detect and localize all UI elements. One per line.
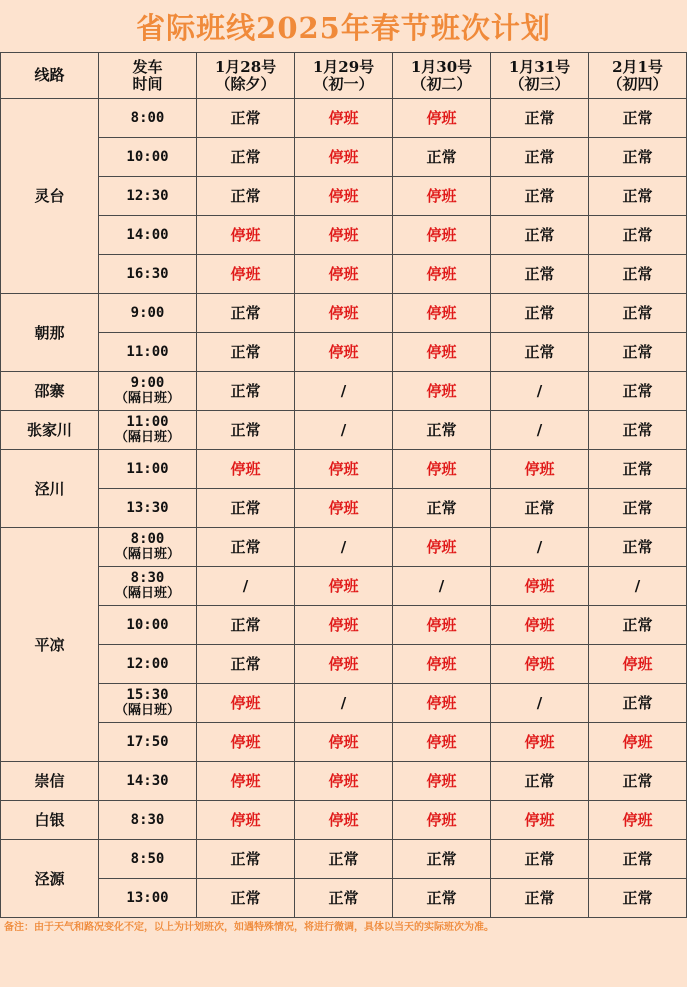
status-cell: 正常 bbox=[197, 333, 295, 372]
status-cell: / bbox=[393, 567, 491, 606]
route-name: 平凉 bbox=[1, 528, 99, 762]
status-cell: 停班 bbox=[295, 177, 393, 216]
route-name: 朝那 bbox=[1, 294, 99, 372]
alternate-day-note: （隔日班） bbox=[114, 430, 180, 445]
status-cell: 停班 bbox=[491, 450, 589, 489]
header-day-date: 1月29号 bbox=[312, 57, 375, 76]
departure-time: 12:30 bbox=[126, 188, 169, 204]
status-cell: / bbox=[197, 567, 295, 606]
header-row bbox=[1, 53, 687, 99]
table-row bbox=[1, 138, 687, 177]
table-row bbox=[1, 645, 687, 684]
status-cell: 正常 bbox=[197, 528, 295, 567]
route-name: 邵寨 bbox=[1, 372, 99, 411]
table-row bbox=[1, 528, 687, 567]
table-row bbox=[1, 723, 687, 762]
status-cell: 停班 bbox=[393, 99, 491, 138]
status-cell: 正常 bbox=[393, 411, 491, 450]
status-cell: / bbox=[295, 684, 393, 723]
footnote: 备注：由于天气和路况变化不定，以上为计划班次，如遇特殊情况，将进行微调，具体以当天的实际班次为准。 bbox=[4, 922, 494, 933]
status-cell: 停班 bbox=[295, 801, 393, 840]
table-row bbox=[1, 606, 687, 645]
departure-time-cell bbox=[99, 684, 197, 723]
status-cell: 正常 bbox=[491, 840, 589, 879]
status-cell: 正常 bbox=[197, 840, 295, 879]
status-cell: / bbox=[295, 372, 393, 411]
status-cell: 正常 bbox=[197, 372, 295, 411]
status-cell: 停班 bbox=[295, 99, 393, 138]
departure-time: 9:00 bbox=[130, 375, 165, 391]
header-time-line1: 发车 bbox=[132, 57, 163, 76]
departure-time: 11:00 bbox=[126, 344, 169, 360]
departure-time: 9:00 bbox=[130, 305, 165, 321]
table-row bbox=[1, 840, 687, 879]
status-cell: 停班 bbox=[393, 372, 491, 411]
status-cell: 正常 bbox=[589, 216, 687, 255]
departure-time: 14:30 bbox=[126, 773, 169, 789]
status-cell: 正常 bbox=[197, 294, 295, 333]
status-cell: 停班 bbox=[393, 255, 491, 294]
header-day-date: 2月1号 bbox=[612, 57, 663, 76]
schedule-table bbox=[0, 52, 687, 918]
status-cell: 停班 bbox=[197, 684, 295, 723]
status-cell: 停班 bbox=[589, 645, 687, 684]
status-cell: 正常 bbox=[589, 333, 687, 372]
status-cell: 正常 bbox=[491, 138, 589, 177]
departure-time-cell bbox=[99, 216, 197, 255]
departure-time: 14:00 bbox=[126, 227, 169, 243]
departure-time-cell bbox=[99, 528, 197, 567]
status-cell: 正常 bbox=[491, 255, 589, 294]
departure-time-cell bbox=[99, 138, 197, 177]
status-cell: 正常 bbox=[491, 294, 589, 333]
status-cell: 停班 bbox=[393, 177, 491, 216]
table-row bbox=[1, 333, 687, 372]
departure-time: 8:30 bbox=[130, 570, 165, 586]
header-time-line2: 时间 bbox=[132, 74, 163, 93]
route-name: 张家川 bbox=[1, 411, 99, 450]
table-row bbox=[1, 684, 687, 723]
status-cell: 正常 bbox=[589, 372, 687, 411]
status-cell: / bbox=[295, 528, 393, 567]
status-cell: 停班 bbox=[393, 528, 491, 567]
status-cell: 正常 bbox=[589, 138, 687, 177]
departure-time: 10:00 bbox=[126, 617, 169, 633]
status-cell: 正常 bbox=[491, 489, 589, 528]
status-cell: 正常 bbox=[491, 99, 589, 138]
status-cell: 正常 bbox=[197, 138, 295, 177]
departure-time: 16:30 bbox=[126, 266, 169, 282]
table-row bbox=[1, 450, 687, 489]
departure-time: 13:30 bbox=[126, 500, 169, 516]
status-cell: 停班 bbox=[393, 762, 491, 801]
departure-time-cell bbox=[99, 333, 197, 372]
table-row bbox=[1, 801, 687, 840]
status-cell: 停班 bbox=[197, 801, 295, 840]
status-cell: 正常 bbox=[589, 606, 687, 645]
status-cell: 停班 bbox=[295, 567, 393, 606]
status-cell: 停班 bbox=[393, 723, 491, 762]
table-row bbox=[1, 99, 687, 138]
departure-time-cell bbox=[99, 606, 197, 645]
alternate-day-note: （隔日班） bbox=[114, 586, 180, 601]
departure-time-cell bbox=[99, 372, 197, 411]
status-cell: 正常 bbox=[491, 216, 589, 255]
departure-time-cell bbox=[99, 762, 197, 801]
status-cell: 正常 bbox=[589, 528, 687, 567]
status-cell: 正常 bbox=[589, 294, 687, 333]
header-route: 线路 bbox=[1, 53, 99, 99]
departure-time-cell bbox=[99, 99, 197, 138]
departure-time: 13:00 bbox=[126, 890, 169, 906]
header-day bbox=[491, 53, 589, 99]
departure-time-cell bbox=[99, 450, 197, 489]
status-cell: 停班 bbox=[589, 801, 687, 840]
departure-time-cell bbox=[99, 489, 197, 528]
status-cell: 正常 bbox=[197, 99, 295, 138]
status-cell: 正常 bbox=[491, 879, 589, 918]
status-cell: 停班 bbox=[393, 294, 491, 333]
departure-time-cell bbox=[99, 177, 197, 216]
header-day bbox=[295, 53, 393, 99]
alternate-day-note: （隔日班） bbox=[114, 547, 180, 562]
status-cell: 正常 bbox=[393, 879, 491, 918]
table-row bbox=[1, 879, 687, 918]
table-row bbox=[1, 372, 687, 411]
departure-time-cell bbox=[99, 723, 197, 762]
table-row bbox=[1, 216, 687, 255]
alternate-day-note: （隔日班） bbox=[114, 703, 180, 718]
header-day-note: （除夕） bbox=[215, 74, 276, 93]
status-cell: 正常 bbox=[197, 606, 295, 645]
status-cell: 正常 bbox=[295, 840, 393, 879]
departure-time: 15:30 bbox=[126, 687, 169, 703]
status-cell: 正常 bbox=[491, 177, 589, 216]
header-day bbox=[589, 53, 687, 99]
departure-time: 8:00 bbox=[130, 110, 165, 126]
departure-time-cell bbox=[99, 645, 197, 684]
status-cell: 停班 bbox=[491, 645, 589, 684]
status-cell: 正常 bbox=[491, 762, 589, 801]
status-cell: 停班 bbox=[393, 684, 491, 723]
status-cell: / bbox=[491, 372, 589, 411]
header-day-note: （初三） bbox=[509, 74, 570, 93]
status-cell: 停班 bbox=[393, 645, 491, 684]
departure-time: 8:30 bbox=[130, 812, 165, 828]
status-cell: 正常 bbox=[295, 879, 393, 918]
header-time bbox=[99, 53, 197, 99]
departure-time-cell bbox=[99, 840, 197, 879]
status-cell: 停班 bbox=[197, 255, 295, 294]
status-cell: 正常 bbox=[197, 489, 295, 528]
status-cell: 停班 bbox=[589, 723, 687, 762]
header-day-note: （初四） bbox=[607, 74, 668, 93]
status-cell: 正常 bbox=[589, 762, 687, 801]
status-cell: 正常 bbox=[197, 645, 295, 684]
status-cell: 停班 bbox=[295, 489, 393, 528]
status-cell: 正常 bbox=[589, 879, 687, 918]
route-name: 泾源 bbox=[1, 840, 99, 918]
table-row bbox=[1, 411, 687, 450]
status-cell: 停班 bbox=[197, 762, 295, 801]
status-cell: 正常 bbox=[589, 255, 687, 294]
departure-time: 8:50 bbox=[130, 851, 165, 867]
header-day bbox=[197, 53, 295, 99]
header-day-note: （初二） bbox=[411, 74, 472, 93]
status-cell: 停班 bbox=[197, 216, 295, 255]
header-day bbox=[393, 53, 491, 99]
route-name: 崇信 bbox=[1, 762, 99, 801]
status-cell: 停班 bbox=[491, 567, 589, 606]
status-cell: 停班 bbox=[491, 606, 589, 645]
header-day-note: （初一） bbox=[313, 74, 374, 93]
header-day-date: 1月30号 bbox=[410, 57, 473, 76]
status-cell: 停班 bbox=[393, 216, 491, 255]
status-cell: 正常 bbox=[197, 879, 295, 918]
table-row bbox=[1, 489, 687, 528]
table-row bbox=[1, 255, 687, 294]
status-cell: 停班 bbox=[295, 294, 393, 333]
table-row bbox=[1, 294, 687, 333]
status-cell: 停班 bbox=[393, 450, 491, 489]
status-cell: 停班 bbox=[295, 333, 393, 372]
departure-time-cell bbox=[99, 255, 197, 294]
status-cell: 停班 bbox=[393, 801, 491, 840]
table-row bbox=[1, 567, 687, 606]
status-cell: 正常 bbox=[589, 99, 687, 138]
departure-time: 11:00 bbox=[126, 461, 169, 477]
page-title: 省际班线2025年春节班次计划 bbox=[136, 10, 551, 45]
status-cell: 停班 bbox=[295, 216, 393, 255]
status-cell: 停班 bbox=[393, 606, 491, 645]
departure-time-cell bbox=[99, 879, 197, 918]
status-cell: / bbox=[589, 567, 687, 606]
status-cell: 正常 bbox=[589, 684, 687, 723]
departure-time: 17:50 bbox=[126, 734, 169, 750]
departure-time-cell bbox=[99, 411, 197, 450]
status-cell: 正常 bbox=[589, 489, 687, 528]
status-cell: 停班 bbox=[295, 723, 393, 762]
status-cell: 停班 bbox=[295, 645, 393, 684]
header-day-date: 1月28号 bbox=[214, 57, 277, 76]
status-cell: 停班 bbox=[295, 255, 393, 294]
status-cell: 正常 bbox=[589, 450, 687, 489]
status-cell: 正常 bbox=[589, 177, 687, 216]
status-cell: 正常 bbox=[197, 411, 295, 450]
status-cell: 停班 bbox=[491, 723, 589, 762]
alternate-day-note: （隔日班） bbox=[114, 391, 180, 406]
status-cell: 停班 bbox=[295, 450, 393, 489]
status-cell: 正常 bbox=[491, 333, 589, 372]
status-cell: 停班 bbox=[295, 138, 393, 177]
status-cell: / bbox=[491, 684, 589, 723]
route-name: 灵台 bbox=[1, 99, 99, 294]
status-cell: 正常 bbox=[393, 489, 491, 528]
status-cell: 正常 bbox=[393, 840, 491, 879]
route-name: 泾川 bbox=[1, 450, 99, 528]
status-cell: 停班 bbox=[197, 450, 295, 489]
table-row bbox=[1, 177, 687, 216]
departure-time: 10:00 bbox=[126, 149, 169, 165]
departure-time-cell bbox=[99, 801, 197, 840]
status-cell: 正常 bbox=[393, 138, 491, 177]
status-cell: 正常 bbox=[589, 411, 687, 450]
status-cell: 正常 bbox=[589, 840, 687, 879]
status-cell: 停班 bbox=[295, 606, 393, 645]
departure-time: 8:00 bbox=[130, 531, 165, 547]
departure-time-cell bbox=[99, 294, 197, 333]
departure-time: 11:00 bbox=[126, 414, 169, 430]
departure-time-cell bbox=[99, 567, 197, 606]
status-cell: / bbox=[491, 411, 589, 450]
status-cell: 停班 bbox=[491, 801, 589, 840]
status-cell: 停班 bbox=[197, 723, 295, 762]
departure-time: 12:00 bbox=[126, 656, 169, 672]
status-cell: / bbox=[295, 411, 393, 450]
header-day-date: 1月31号 bbox=[508, 57, 571, 76]
status-cell: 正常 bbox=[197, 177, 295, 216]
status-cell: 停班 bbox=[393, 333, 491, 372]
status-cell: / bbox=[491, 528, 589, 567]
status-cell: 停班 bbox=[295, 762, 393, 801]
table-row bbox=[1, 762, 687, 801]
route-name: 白银 bbox=[1, 801, 99, 840]
